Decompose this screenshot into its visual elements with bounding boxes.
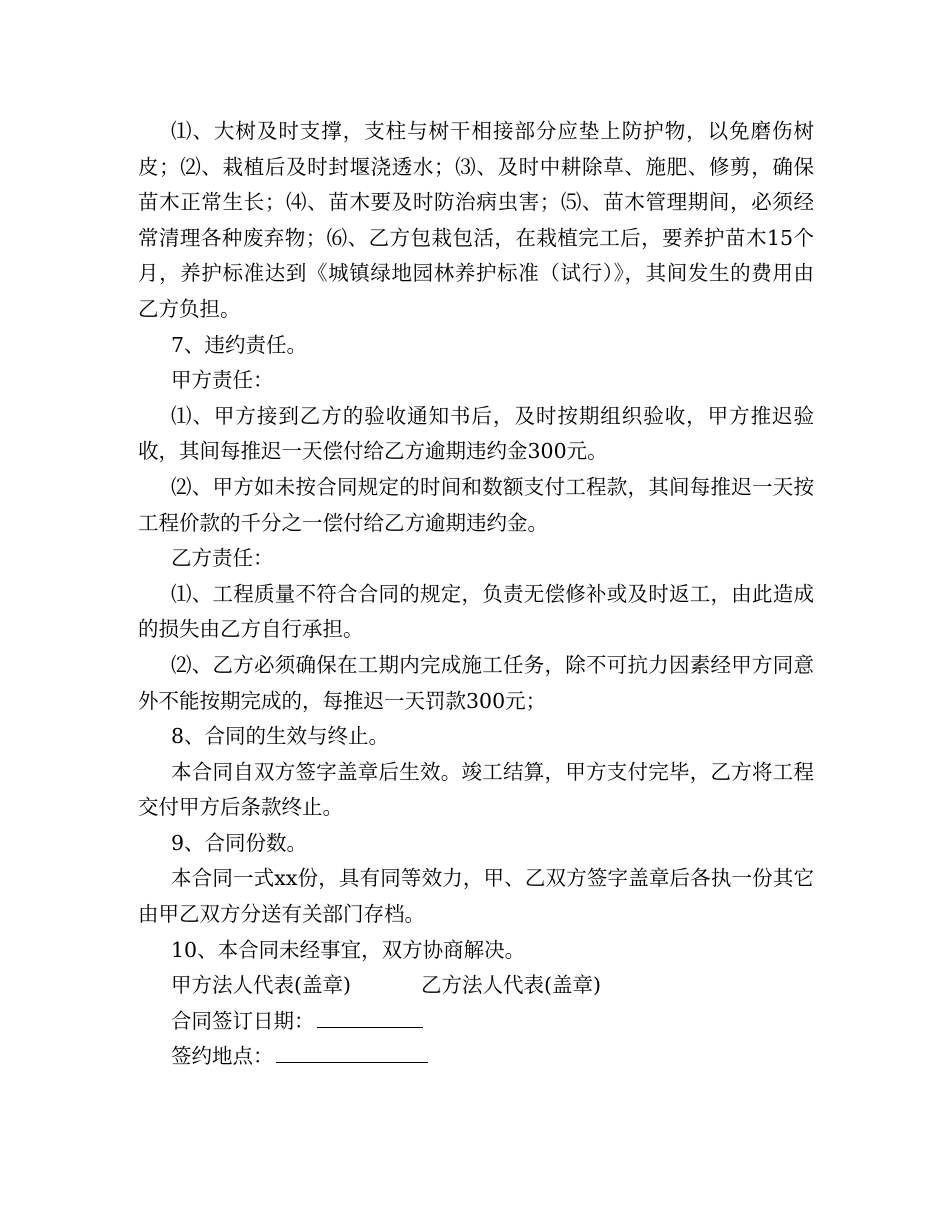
paragraph-party-b-item-2: ⑵、乙方必须确保在工期内完成施工任务，除不可抗力因素经甲方同意外不能按期完成的，每推迟一天罚款300元；	[138, 652, 814, 713]
paragraph-party-a-item-2: ⑵、甲方如未按合同规定的时间和数额支付工程款，其间每推迟一天按工程价款的千分之一偿付给乙方逾期违约金。	[138, 474, 814, 535]
paragraph-maintenance: ⑴、大树及时支撑，支柱与树干相接部分应垫上防护物，以免磨伤树皮；⑵、栽植后及时封堰浇透水；⑶、及时中耕除草、施肥、修剪，确保苗木正常生长；⑷、苗木要及时防治病虫害；⑸、苗木管理期间，必须经常清理各种废弃物；⑹、乙方包栽包活，在栽植完工后，要养护苗木15个月，养护标准达到《城镇绿地园林养护标准（试行）》，其间发生的费用由乙方负担。	[138, 119, 814, 321]
paragraph-party-b-item-1: ⑴、工程质量不符合合同的规定，负责无偿修补或及时返工，由此造成的损失由乙方自行承担。	[138, 581, 814, 642]
sign-place-label: 签约地点：	[171, 1044, 274, 1069]
sign-date-label: 合同签订日期：	[171, 1008, 315, 1033]
paragraph-effect-termination: 本合同自双方签字盖章后生效。竣工结算，甲方支付完毕，乙方将工程交付甲方后条款终止。	[138, 759, 814, 820]
paragraph-unresolved-matters: 10、本合同未经事宜，双方协商解决。	[171, 937, 526, 962]
paragraph-copies: 本合同一式xx份，具有同等效力，甲、乙双方签字盖章后各执一份其它由甲乙双方分送有关部门存档。	[138, 866, 814, 927]
heading-copies: 9、合同份数。	[171, 830, 308, 855]
paragraph-party-a-item-1: ⑴、甲方接到乙方的验收通知书后，及时按期组织验收，甲方推迟验收，其间每推迟一天偿付给乙方逾期违约金300元。	[138, 403, 814, 464]
sign-date-blank[interactable]	[317, 1005, 423, 1028]
party-a-signature-label: 甲方法人代表(盖章)	[171, 973, 351, 998]
sign-place-blank[interactable]	[276, 1040, 428, 1063]
heading-party-a-liability: 甲方责任：	[171, 368, 274, 393]
sign-place-row	[138, 1039, 814, 1075]
heading-breach-liability: 7、违约责任。	[171, 332, 308, 357]
heading-effect-termination: 8、合同的生效与终止。	[171, 724, 390, 749]
heading-party-b-liability: 乙方责任：	[171, 546, 274, 571]
sign-date-row	[138, 1004, 814, 1040]
contract-body	[138, 114, 814, 1075]
signature-row	[138, 968, 814, 1004]
party-b-signature-label: 乙方法人代表(盖章)	[421, 973, 601, 998]
